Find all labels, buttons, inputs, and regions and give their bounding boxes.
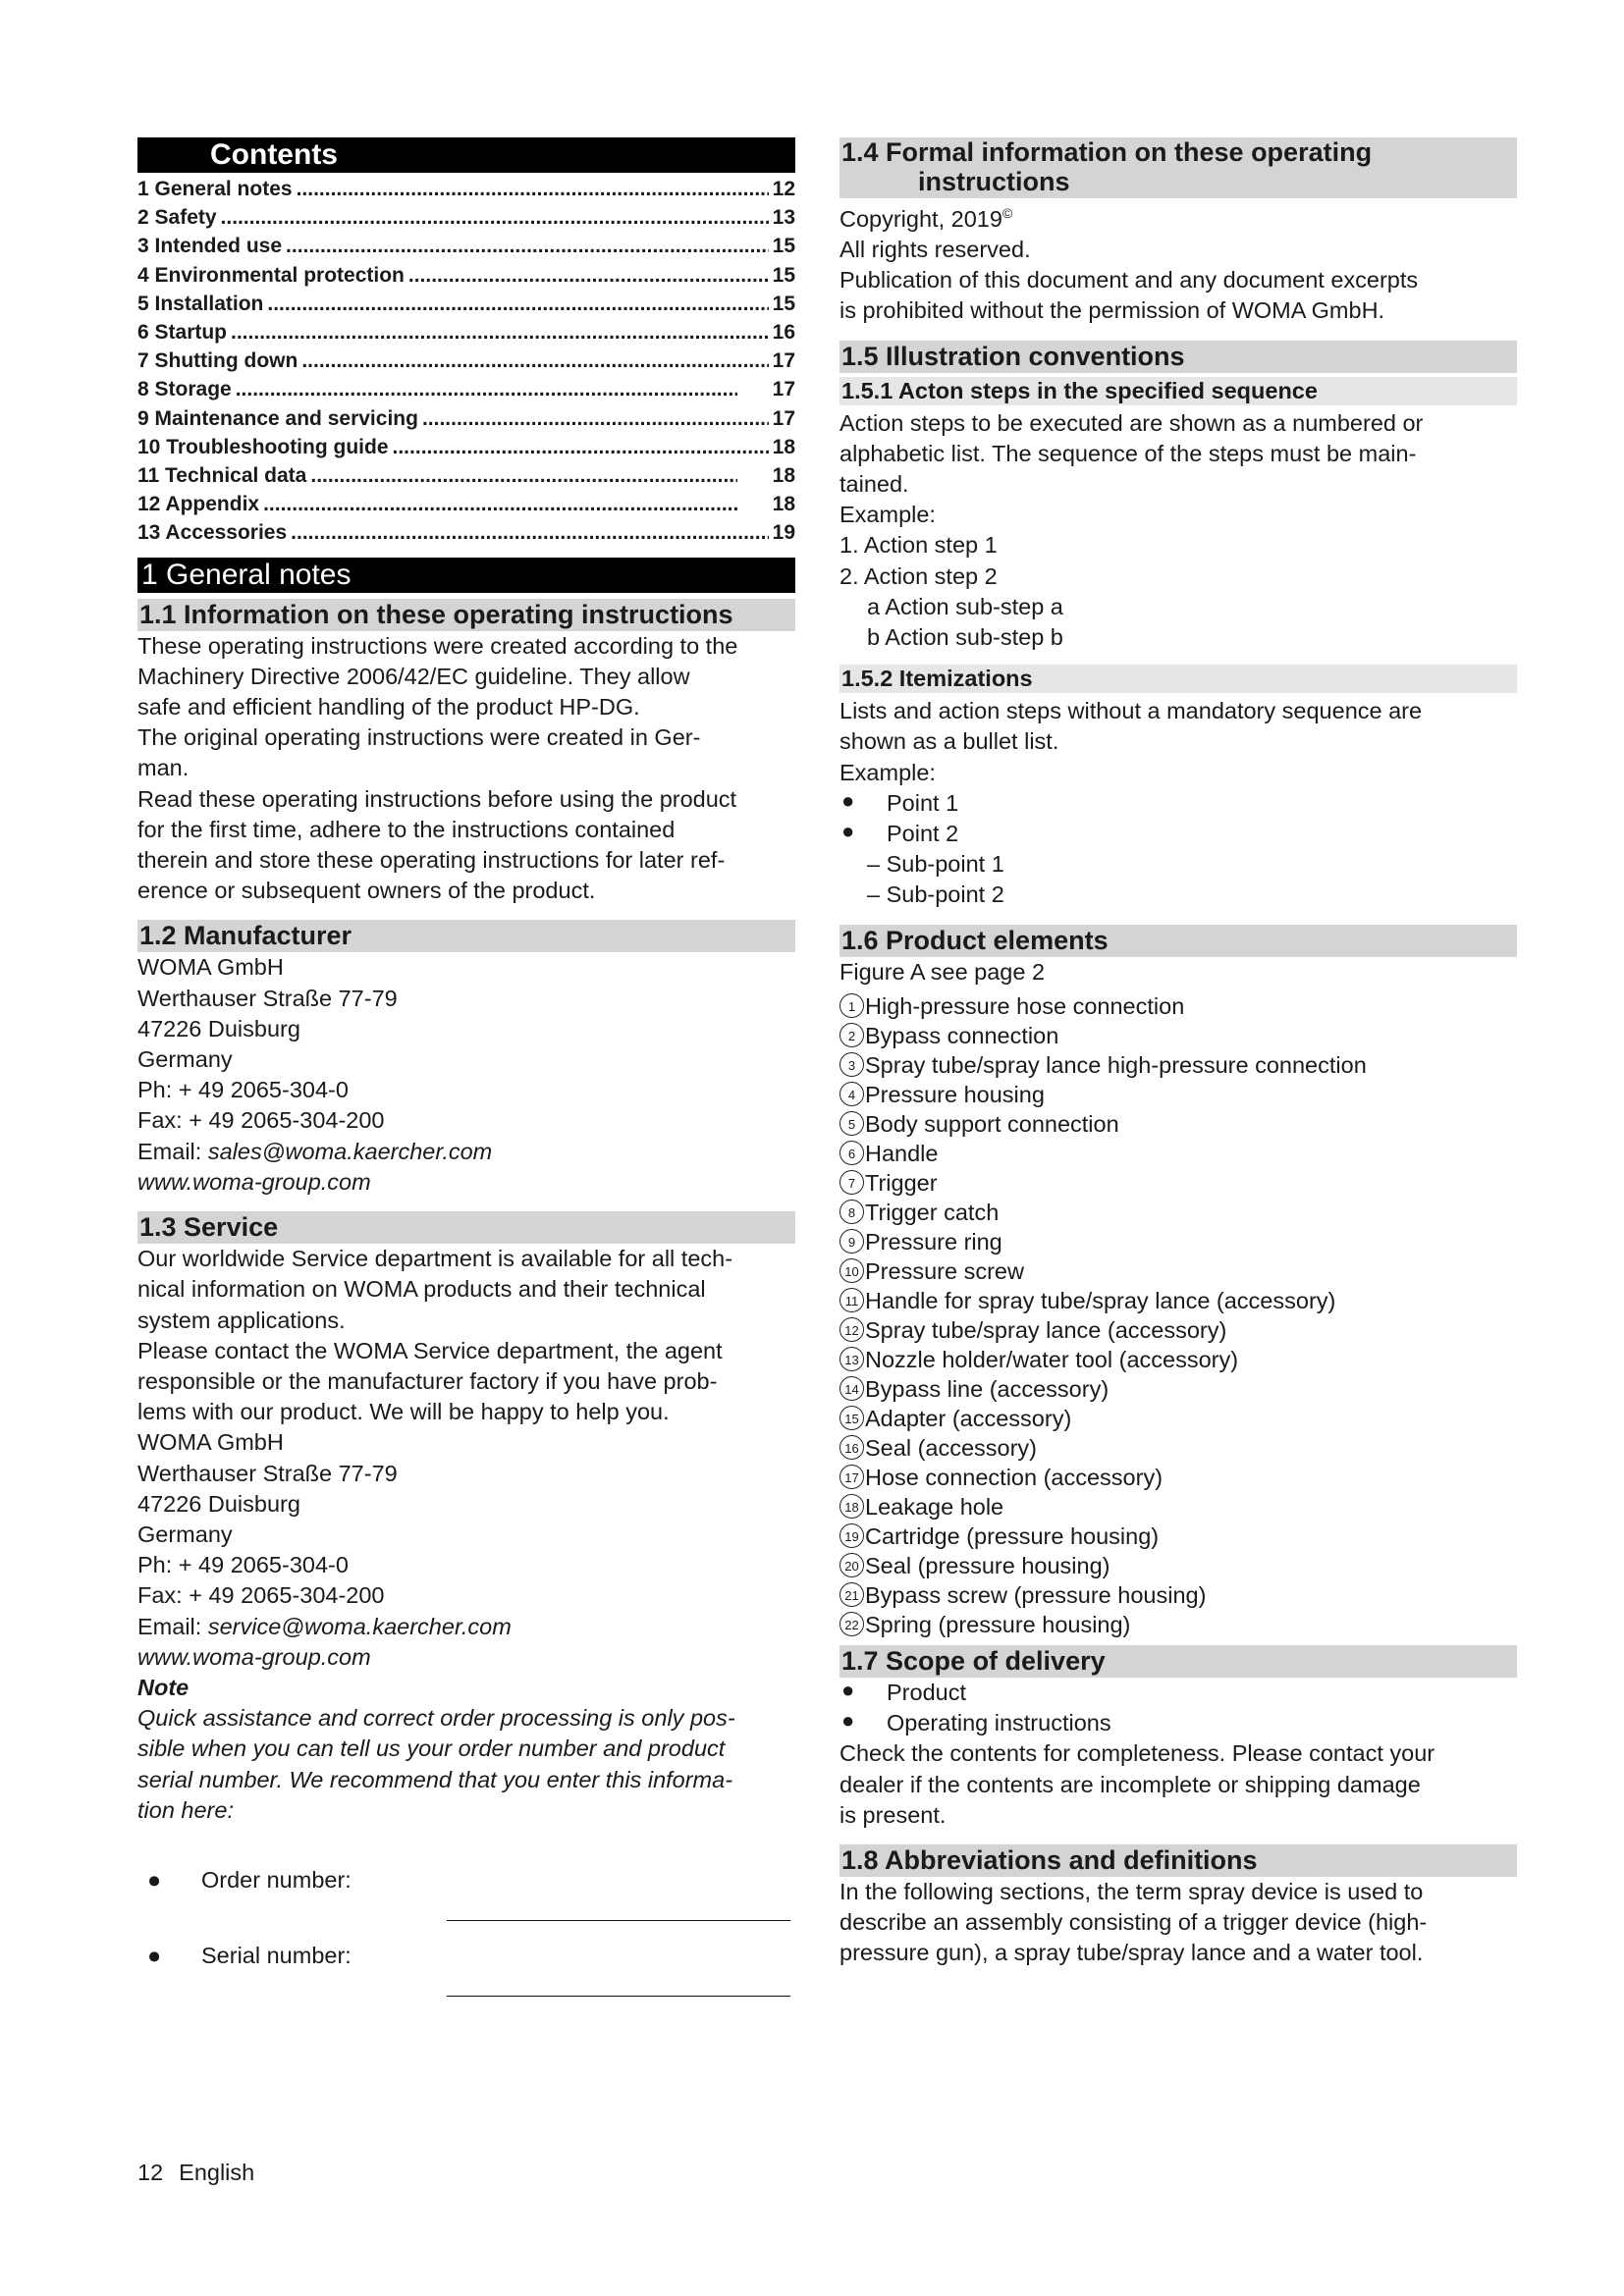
figure-reference: Figure A see page 2 [839,958,1046,985]
toc-leader-dots [286,232,769,260]
element-label: Nozzle holder/water tool (accessory) [865,1346,1239,1372]
body-line: alphabetic list. The sequence of the steps must be main- [839,440,1417,466]
toc-label: 4 Environmental protection [137,263,405,287]
callout-number-icon: 15 [839,1406,864,1430]
toc-entry[interactable] [137,261,795,290]
note-line: tion here: [137,1796,234,1823]
toc-label: 6 Startup [137,321,228,345]
body-line: describe an assembly consisting of a trigger device (high- [839,1909,1428,1936]
heading-line: 1.4 Formal information on these operating [841,137,1373,167]
toc-page: 16 [772,321,795,345]
product-elements-list [839,991,1517,1639]
address-line: Germany [137,1521,233,1547]
numbered-step: 2. Action step 2 [839,562,998,589]
sub-bullet-item: – Sub-point 1 [867,851,1004,878]
body-line: Please contact the WOMA Service department, the agent [137,1337,723,1363]
body-line: Machinery Directive 2006/42/EC guideline. They allow [137,663,690,689]
callout-number-icon: 21 [839,1582,864,1607]
bullet-text: Point 2 [887,821,959,847]
element-label: Handle for spray tube/spray lance (accessory) [865,1287,1336,1313]
address-line: 47226 Duisburg [137,1490,300,1517]
callout-number-icon: 19 [839,1523,864,1548]
toc-label: 3 Intended use [137,235,283,258]
toc-page: 15 [772,292,795,315]
numbered-step: 1. Action step 1 [839,532,998,559]
bullet-item [839,819,1517,849]
toc-leader-dots [393,433,769,461]
toc-leader-dots [231,318,769,347]
body-line: Lists and action steps without a mandatory sequence are [839,698,1423,724]
toc-entry[interactable] [137,433,795,461]
toc-leader-dots [263,490,737,518]
section-heading-1-7: 1.7 Scope of delivery [839,1645,1517,1678]
toc-label: 7 Shutting down [137,349,298,373]
toc-entry[interactable] [137,347,795,375]
toc-label: 12 Appendix [137,493,260,516]
note-line: serial number. We recommend that you enter this informa- [137,1766,733,1792]
element-label: Spring (pressure housing) [865,1611,1131,1637]
body-line: pressure gun), a spray tube/spray lance and a water tool. [839,1940,1424,1966]
toc-page: 15 [772,263,795,287]
element-label: Bypass line (accessory) [865,1375,1110,1402]
element-label: Cartridge (pressure housing) [865,1522,1160,1549]
callout-number-icon: 3 [839,1052,864,1077]
serial-number-input-line[interactable] [447,1956,790,1997]
body-line: shown as a bullet list. [839,728,1059,755]
element-label: Seal (accessory) [865,1434,1037,1461]
body-line: Read these operating instructions before using the product [137,785,737,812]
list-item [839,1610,1517,1639]
body-line: All rights reserved. [839,237,1031,263]
body-line: Example: [839,502,936,528]
right-column [839,137,1517,1969]
toc-entry[interactable] [137,232,795,260]
address-line: Werthauser Straße 77-79 [137,1460,398,1486]
toc-page: 17 [772,406,795,430]
toc-leader-dots [422,404,769,433]
body-line: These operating instructions were created according to the [137,632,738,659]
section-heading-1-1: 1.1 Information on these operating instructions [137,599,795,631]
list-item [839,1050,1517,1080]
substep-list [839,592,1517,653]
callout-number-icon: 14 [839,1376,864,1401]
sub-bullet-item: – Sub-point 2 [867,881,1004,908]
list-item [839,1109,1517,1139]
body-line: dealer if the contents are incomplete or shipping damage [839,1771,1421,1797]
body-line: The original operating instructions were created in Ger- [137,724,701,751]
toc-entry[interactable] [137,175,795,203]
order-number-field [137,1840,795,1921]
callout-number-icon: 5 [839,1111,864,1136]
subsection-heading-1-5-1: 1.5.1 Acton steps in the specified sequence [839,377,1517,405]
list-item [839,1463,1517,1492]
toc-leader-dots [297,175,769,203]
bullet-item [839,1678,1517,1708]
copyright-text: Copyright, 2019 [839,205,1002,232]
element-label: Hose connection (accessory) [865,1464,1164,1490]
note-title: Note [137,1674,189,1700]
body-line: is prohibited without the permission of WOMA GmbH. [839,297,1385,324]
list-item [839,1286,1517,1315]
body-line: Check the contents for completeness. Please contact your [839,1740,1435,1767]
toc-entry[interactable] [137,404,795,433]
list-item [839,1404,1517,1433]
element-label: Trigger catch [865,1199,1000,1225]
list-item [839,1374,1517,1404]
body-line: is present. [839,1801,947,1828]
website-link[interactable]: www.woma-group.com [137,1643,371,1670]
body-line: therein and store these operating instructions for later ref- [137,847,726,874]
callout-number-icon: 10 [839,1258,864,1283]
toc-entry[interactable] [137,375,795,403]
element-label: Pressure ring [865,1228,1002,1255]
sub-bullet-list [839,849,1517,910]
bullet-item [839,1708,1517,1738]
bullet-text: Operating instructions [887,1710,1111,1736]
toc-page: 19 [772,521,795,545]
element-label: Spray tube/spray lance (accessory) [865,1316,1227,1343]
toc-label: 1 General notes [137,178,293,200]
list-item [839,1227,1517,1256]
callout-number-icon: 13 [839,1347,864,1371]
fax-line: Fax: + 49 2065-304-200 [137,1582,385,1609]
toc-label: 9 Maintenance and servicing [137,406,418,430]
toc-leader-dots [310,461,736,490]
callout-number-icon: 2 [839,1023,864,1047]
address-line: WOMA GmbH [137,954,284,981]
callout-number-icon: 11 [839,1288,864,1312]
note-line: sible when you can tell us your order number and product [137,1735,726,1762]
contents-title: Contents [137,137,795,173]
list-item [839,1551,1517,1580]
subsection-heading-1-5-2: 1.5.2 Itemizations [839,665,1517,693]
email-label: Email: [137,1138,208,1164]
body-line: safe and efficient handling of the product HP-DG. [137,694,640,721]
callout-number-icon: 7 [839,1170,864,1195]
callout-number-icon: 4 [839,1082,864,1106]
body-line: Our worldwide Service department is available for all tech- [137,1246,733,1272]
copyright-line [839,198,1517,235]
element-label: High-pressure hose connection [865,992,1185,1019]
bullet-icon: ● [841,787,855,813]
website-link[interactable]: www.woma-group.com [137,1168,371,1195]
toc-label: 8 Storage [137,378,232,401]
element-label: Spray tube/spray lance high-pressure connection [865,1051,1367,1078]
list-item [839,991,1517,1021]
list-item [839,1345,1517,1374]
toc-leader-dots [236,375,737,403]
body-line: Action steps to be executed are shown as a numbered or [839,409,1424,436]
section-heading-1-5: 1.5 Illustration conventions [839,341,1517,373]
body-line: for the first time, adhere to the instructions contained [137,816,676,842]
element-label: Trigger [865,1169,938,1196]
toc-label: 13 Accessories [137,521,288,545]
phone-line: Ph: + 49 2065-304-0 [137,1077,349,1103]
list-item [839,1580,1517,1610]
entry-fields [137,1840,795,1997]
callout-number-icon: 17 [839,1465,864,1489]
callout-number-icon: 12 [839,1317,864,1342]
address-line: 47226 Duisburg [137,1015,300,1041]
bullet-icon: ● [147,1866,162,1893]
email-label: Email: [137,1613,208,1639]
list-item [839,1021,1517,1050]
toc-entry[interactable] [137,461,795,490]
element-label: Bypass screw (pressure housing) [865,1581,1207,1608]
section-body-1-1 [137,631,795,907]
section-heading-1-2: 1.2 Manufacturer [137,920,795,952]
list-item [839,1198,1517,1227]
list-item [839,1168,1517,1198]
body-line: In the following sections, the term spray device is used to [839,1878,1424,1904]
list-item [839,1433,1517,1463]
body-line: erence or subsequent owners of the product. [137,878,596,904]
element-label: Pressure housing [865,1081,1045,1107]
callout-number-icon: 18 [839,1494,864,1519]
body-line: Publication of this document and any document excerpts [839,267,1419,294]
toc-label: 5 Installation [137,292,264,315]
toc-entry[interactable] [137,203,795,232]
field-label: Order number: [201,1866,352,1893]
toc-entry[interactable] [137,518,795,547]
service-section [137,1244,795,1997]
email-line [137,1612,795,1642]
element-label: Pressure screw [865,1257,1024,1284]
callout-number-icon: 16 [839,1435,864,1460]
body-line: lems with our product. We will be happy to help you. [137,1399,670,1425]
element-label: Bypass connection [865,1022,1059,1048]
toc-label: 2 Safety [137,206,217,230]
address-line: WOMA GmbH [137,1429,284,1456]
copyright-mark: © [1001,205,1013,221]
toc-page: 13 [772,206,795,230]
bullet-icon: ● [841,1708,855,1734]
callout-number-icon: 9 [839,1229,864,1254]
callout-number-icon: 22 [839,1612,864,1636]
toc-leader-dots [291,518,768,547]
toc-page: 17 [772,378,795,401]
address-line: Werthauser Straße 77-79 [137,985,398,1011]
toc-page: 18 [772,493,795,516]
toc-leader-dots [301,347,768,375]
callout-number-icon: 6 [839,1141,864,1165]
section-heading-1-6: 1.6 Product elements [839,925,1517,957]
serial-number-field [137,1915,795,1997]
email-link[interactable]: sales@woma.kaercher.com [207,1138,493,1164]
email-link[interactable]: service@woma.kaercher.com [207,1613,512,1639]
body-line: nical information on WOMA products and their technical [137,1276,706,1303]
toc-leader-dots [267,290,768,318]
field-label: Serial number: [201,1942,352,1968]
list-item [839,1315,1517,1345]
section-heading-1-4 [839,137,1517,198]
page-footer [137,2160,254,2186]
bullet-text: Point 1 [887,789,959,816]
table-of-contents [137,175,795,548]
list-item [839,1492,1517,1522]
body-line: Example: [839,759,936,785]
element-label: Leakage hole [865,1493,1004,1520]
body-line: man. [137,755,189,781]
phone-line: Ph: + 49 2065-304-0 [137,1552,349,1578]
toc-page: 18 [772,435,795,458]
toc-page: 18 [772,464,795,488]
list-item [839,1256,1517,1286]
element-label: Body support connection [865,1110,1119,1137]
toc-entry[interactable] [137,290,795,318]
toc-leader-dots [221,203,769,232]
element-label: Adapter (accessory) [865,1405,1072,1431]
section-heading-1-8: 1.8 Abbreviations and definitions [839,1844,1517,1877]
toc-entry[interactable] [137,318,795,347]
bullet-icon: ● [841,819,855,844]
toc-label: 11 Technical data [137,464,307,488]
chapter-heading: 1 General notes [137,558,795,593]
manufacturer-address [137,952,795,1198]
list-item [839,1080,1517,1109]
toc-page: 15 [772,235,795,258]
toc-leader-dots [408,261,769,290]
toc-label: 10 Troubleshooting guide [137,435,389,458]
bullet-item [839,788,1517,819]
callout-number-icon: 8 [839,1200,864,1224]
page-number: 12 [137,2160,164,2185]
footer-language: English [179,2160,255,2185]
element-label: Handle [865,1140,939,1166]
bullet-text: Product [887,1679,966,1705]
address-line: Germany [137,1046,233,1073]
section-heading-1-3: 1.3 Service [137,1211,795,1244]
order-number-input-line[interactable] [447,1881,790,1921]
callout-number-icon: 20 [839,1553,864,1577]
email-line [137,1137,795,1167]
bullet-icon: ● [147,1942,162,1968]
callout-number-icon: 1 [839,993,864,1018]
bullet-icon: ● [841,1677,855,1702]
toc-page: 12 [772,178,795,200]
left-column [137,137,795,1997]
element-label: Seal (pressure housing) [865,1552,1110,1578]
sub-step: b Action sub-step b [867,624,1063,651]
body-line: tained. [839,471,909,498]
heading-line: instructions [918,167,1070,196]
note-line: Quick assistance and correct order processing is only pos- [137,1705,735,1732]
fax-line: Fax: + 49 2065-304-200 [137,1107,385,1134]
list-item [839,1522,1517,1551]
toc-entry[interactable] [137,490,795,518]
body-line: system applications. [137,1307,346,1333]
list-item [839,1139,1517,1168]
body-line: responsible or the manufacturer factory if you have prob- [137,1367,718,1394]
sub-step: a Action sub-step a [867,593,1063,619]
toc-page: 17 [772,349,795,373]
